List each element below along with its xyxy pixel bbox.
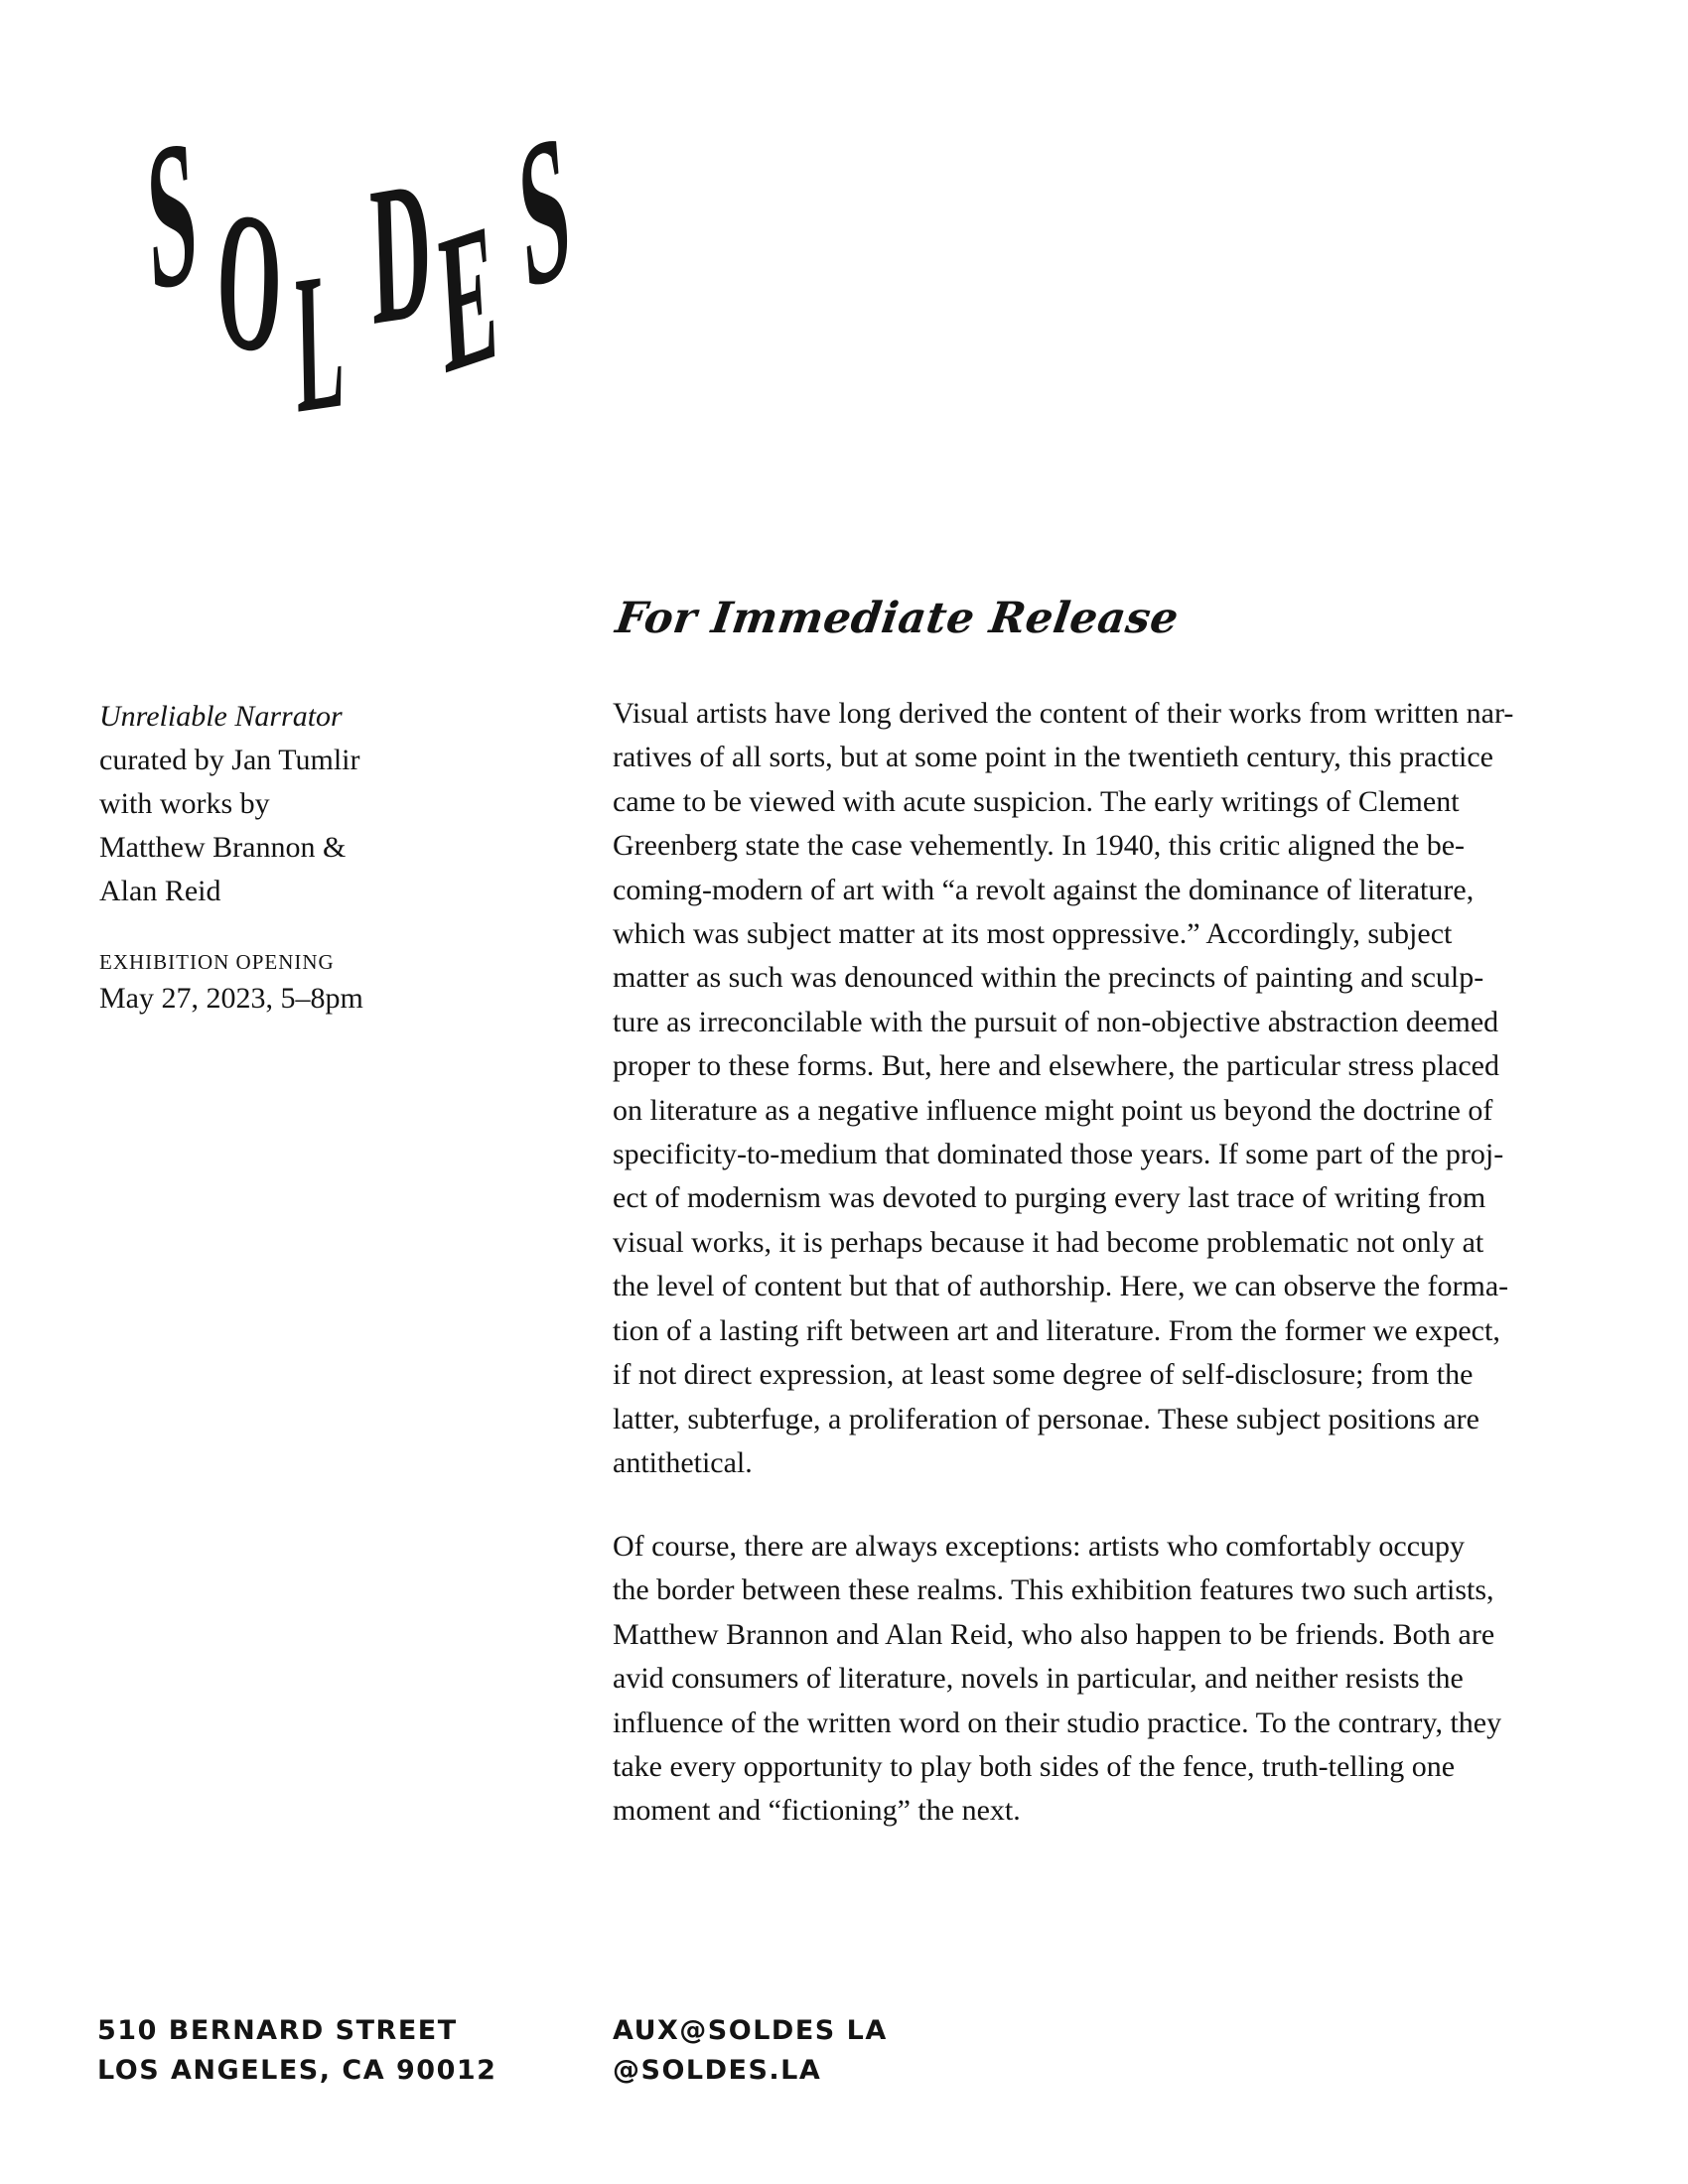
text-line: influence of the written word on their studio practice. To the contrary, they [613, 1706, 1502, 1739]
text-line: ratives of all sorts, but at some point in the twentieth century, this practice [613, 741, 1493, 774]
opening-date: May 27, 2023, 5–8pm [99, 982, 363, 1015]
text-line: Visual artists have long derived the content of their works from written nar- [613, 697, 1514, 730]
text-line: if not direct expression, at least some degree of self-disclosure; from the [613, 1358, 1474, 1392]
text-line: Of course, there are always exceptions: artists who comfortably occupy [613, 1530, 1466, 1563]
body-paragraph-1 [613, 692, 1586, 1485]
text-line: which was subject matter at its most oppressive.” Accordingly, subject [613, 917, 1453, 951]
logo-letter: S [511, 87, 577, 336]
text-line: avid consumers of literature, novels in particular, and neither resists the [613, 1662, 1464, 1696]
text-line: the border between these realms. This exhibition features two such artists, [613, 1573, 1494, 1607]
text-line: on literature as a negative influence might point us beyond the doctrine of [613, 1093, 1493, 1127]
logo-letter: O [213, 168, 286, 398]
release-heading: For Immediate Release [613, 594, 1183, 643]
logo-letter: E [434, 180, 502, 417]
opening-label: EXHIBITION OPENING [99, 950, 335, 974]
text-line: ect of modernism was devoted to purging every last trace of writing from [613, 1181, 1486, 1215]
footer-contact [613, 2011, 888, 2091]
text-line: take every opportunity to play both sides of the fence, truth-telling one [613, 1750, 1456, 1784]
text-line: antithetical. [613, 1445, 753, 1479]
exhibition-sidebar [99, 695, 516, 1021]
works-by-line: with works by [99, 787, 270, 820]
text-line: visual works, it is perhaps because it had become problematic not only at [613, 1225, 1484, 1259]
footer-address [97, 2011, 496, 2091]
artist-line: Alan Reid [99, 875, 221, 907]
text-line: moment and “fictioning” the next. [613, 1794, 1021, 1828]
text-line: coming-modern of art with “a revolt against the dominance of literature, [613, 873, 1475, 906]
text-line: the level of content but that of authorship. Here, we can observe the forma- [613, 1270, 1509, 1303]
social-handle[interactable]: @SOLDES.LA [613, 2055, 822, 2086]
exhibition-title: Unreliable Narrator [99, 700, 343, 733]
body-paragraph-2 [613, 1525, 1586, 1834]
text-line: specificity-to-medium that dominated those years. If some part of the proj- [613, 1138, 1504, 1171]
address-city: LOS ANGELES, CA 90012 [97, 2055, 497, 2086]
text-line: ture as irreconcilable with the pursuit of non-objective abstraction deemed [613, 1005, 1499, 1038]
text-line: matter as such was denounced within the precincts of painting and sculp- [613, 961, 1484, 995]
address-street: 510 BERNARD STREET [97, 2015, 458, 2046]
artist-line: Matthew Brannon & [99, 831, 347, 864]
text-line: tion of a lasting rift between art and literature. From the former we expect, [613, 1313, 1500, 1347]
text-line: latter, subterfuge, a proliferation of personae. These subject positions are [613, 1402, 1479, 1435]
text-line: Greenberg state the case vehemently. In 1940, this critic aligned the be- [613, 829, 1466, 863]
soldes-logo [94, 87, 591, 491]
logo-letter: D [367, 138, 435, 367]
logo-letter: S [142, 94, 202, 337]
logo-letter: L [293, 229, 347, 456]
text-line: proper to these forms. But, here and elsewhere, the particular stress placed [613, 1049, 1499, 1083]
text-line: Matthew Brannon and Alan Reid, who also happen to be friends. Both are [613, 1617, 1495, 1651]
contact-email[interactable]: AUX@SOLDES LA [613, 2015, 888, 2046]
text-line: came to be viewed with acute suspicion. The early writings of Clement [613, 784, 1460, 818]
curator-line: curated by Jan Tumlir [99, 744, 360, 776]
